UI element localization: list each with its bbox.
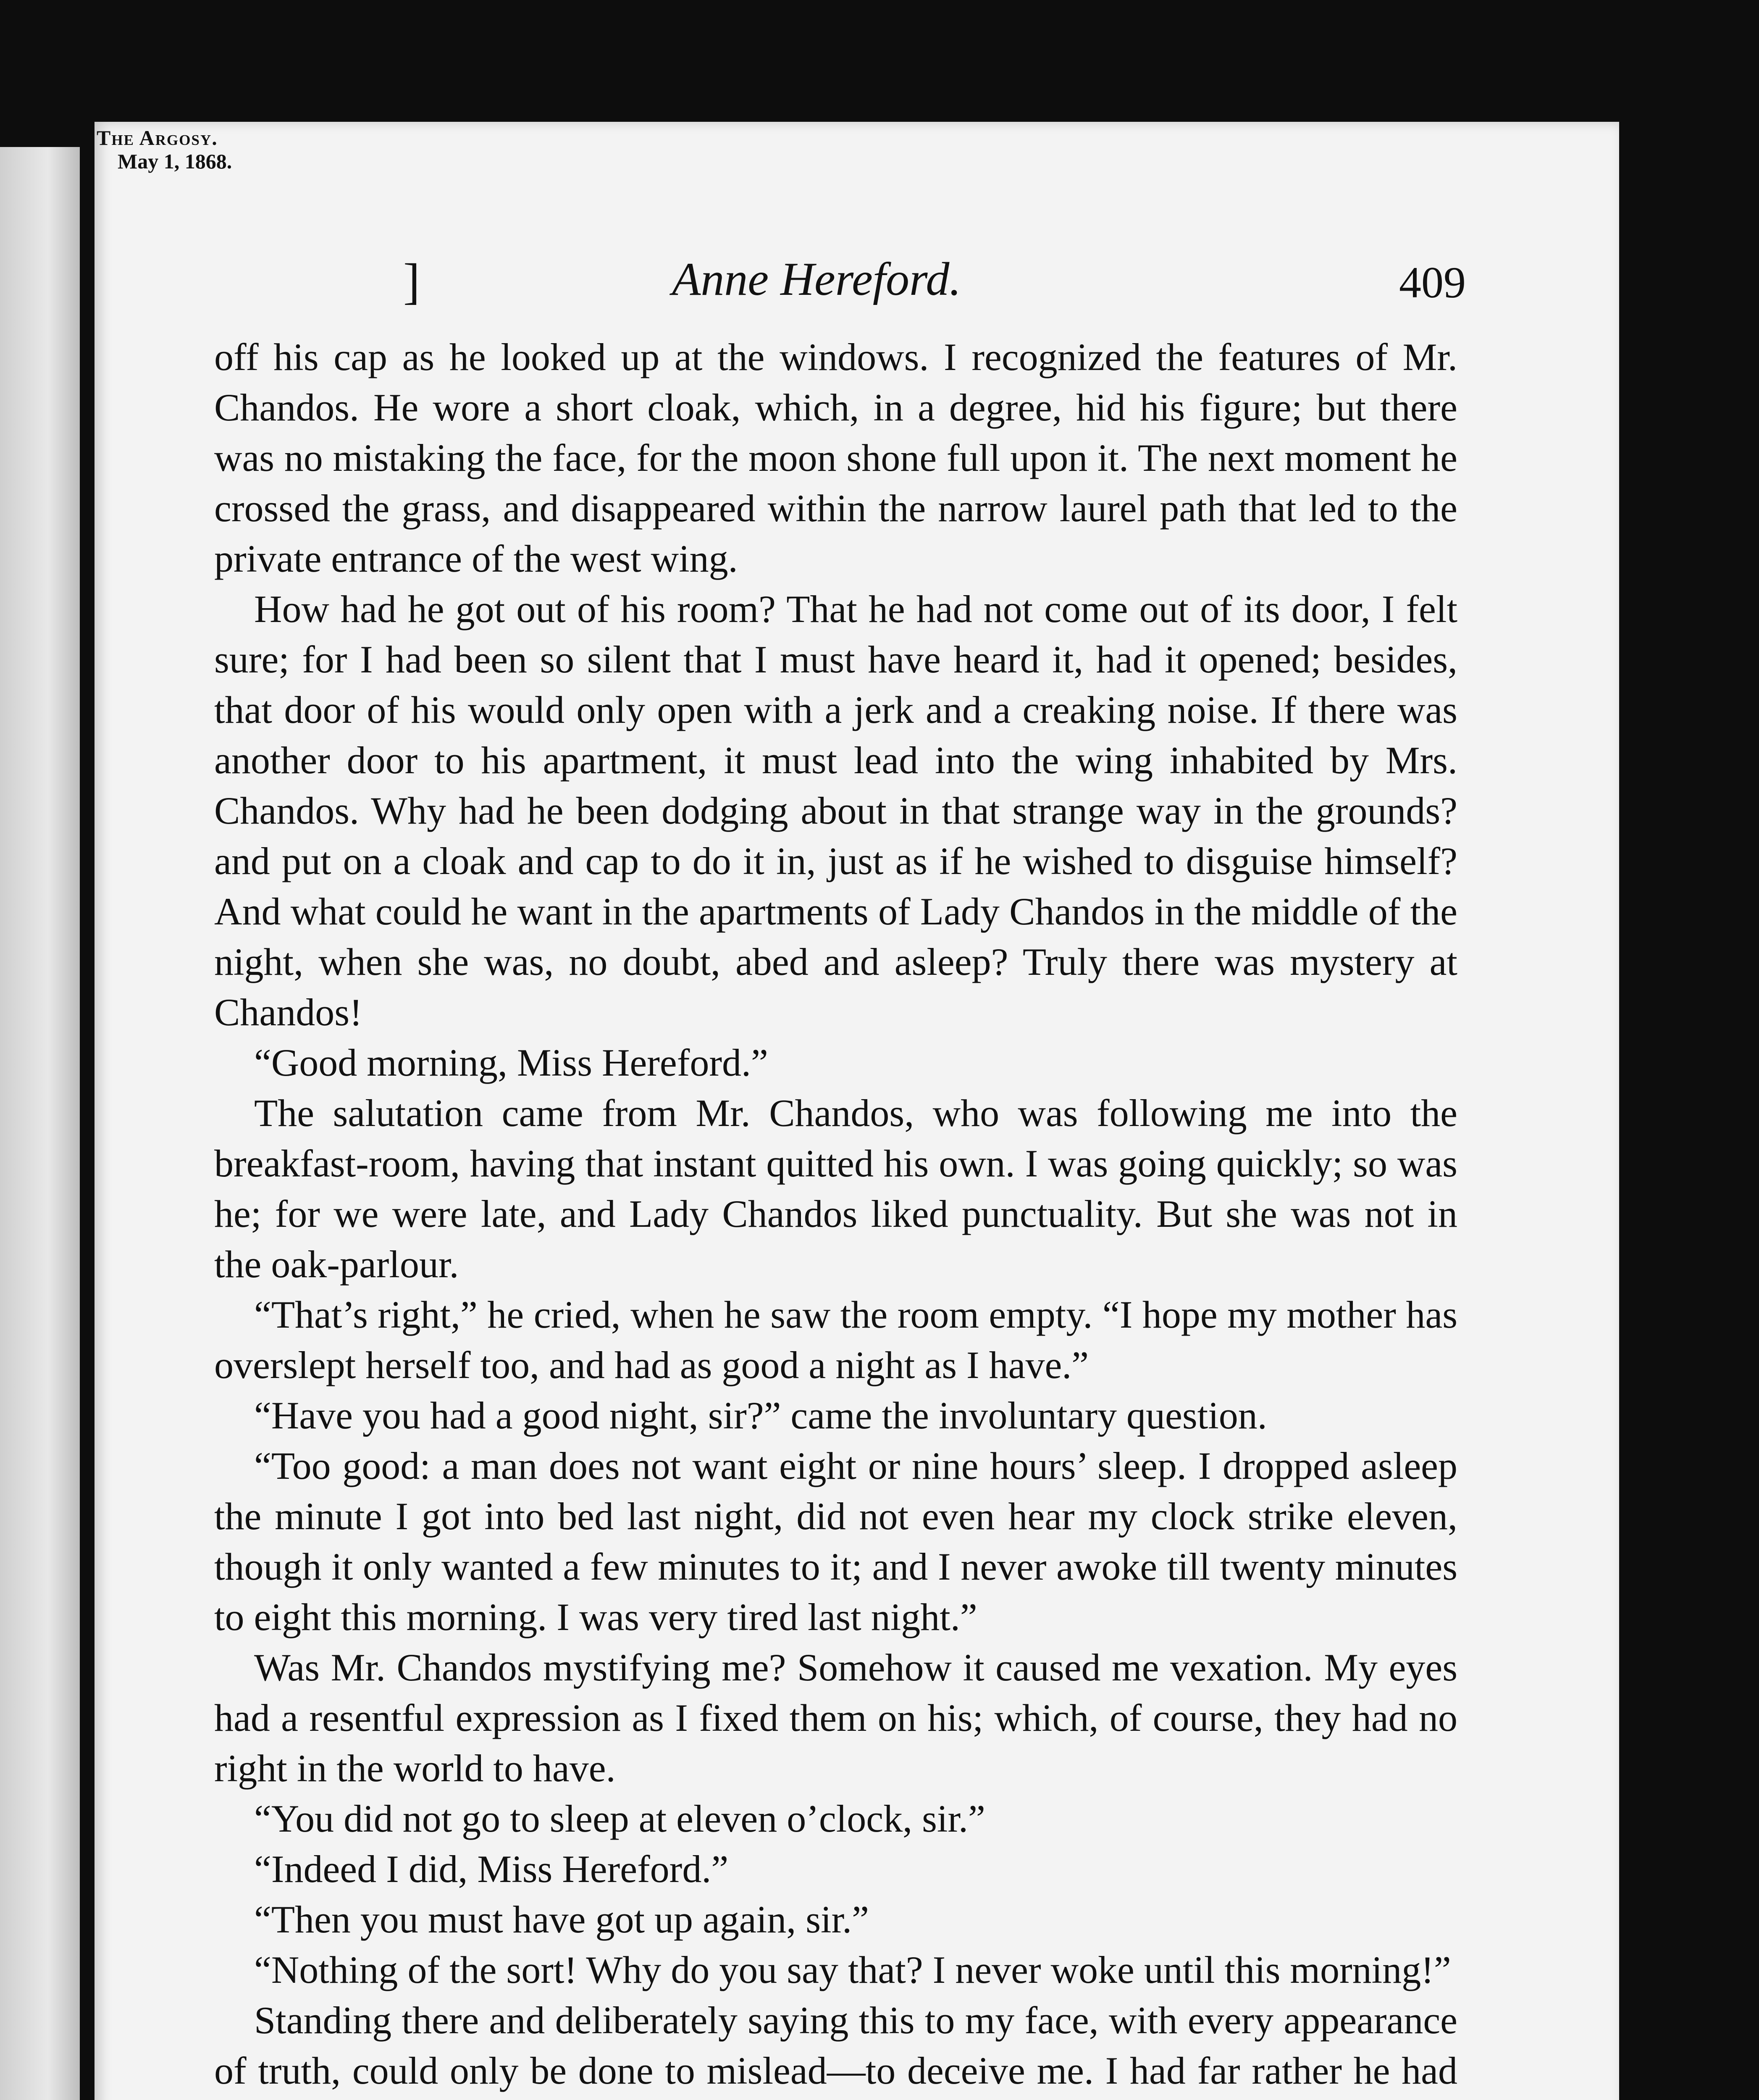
running-head [97,126,315,173]
paragraph: “That’s right,” he cried, when he saw the room empty. “I hope my mother has overslept herself too, and had as good a night as I have.” [214,1293,1457,1386]
previous-page-edge [0,147,80,2100]
paragraph: “Indeed I did, Miss Hereford.” [254,1848,729,1890]
paragraph: “Then you must have got up again, sir.” [254,1898,869,1941]
running-head-date: May 1, 1868. [118,150,232,173]
paragraph: “Too good: a man does not want eight or nine hours’ sleep. I dropped asleep the minute I got into bed last night, did not even hear my clock strike eleven, though it only wanted a few minutes to it; and I never awoke till twenty minutes to eight this morning. I was very tired last night.” [214,1444,1457,1638]
running-head-bracket: ] [403,253,420,309]
page-title: Anne Hereford. [672,253,961,305]
page-number: 409 [1399,258,1466,307]
paragraph: “Have you had a good night, sir?” came the involuntary question. [254,1394,1267,1437]
paragraph: “Good morning, Miss Hereford.” [254,1041,768,1084]
paragraph: off his cap as he looked up at the windows. I recognized the features of Mr. Chandos. He wore a short cloak, which, in a degree, hid his figure; but there was no mistaking the face, for the moon shone full upon it. The next moment he crossed the grass, and disappeared within the narrow laurel path that led to the private entrance of the west wing. [214,336,1457,580]
paragraph: “Nothing of the sort! Why do you say that? I never woke until this morning!” [254,1948,1451,1991]
paragraph: The salutation came from Mr. Chandos, who was following me into the breakfast-room, having that instant quitted his own. I was going quickly; so was he; for we were late, and Lady Chandos liked punctuality. But she was not in the oak-parlour. [214,1092,1457,1286]
body-text [214,332,1457,2100]
paragraph: Was Mr. Chandos mystifying me? Somehow it caused me vexation. My eyes had a resentful expression as I fixed them on his; which, of course, they had no right in the world to have. [214,1646,1457,1790]
paragraph: Standing there and deliberately saying this to my face, with every appearance of truth, could only be done to mislead—to deceive me. I had far rather he had [214,1999,1457,2092]
running-head-journal: The Argosy. [97,126,218,150]
paragraph: How had he got out of his room? That he had not come out of its door, I felt sure; for I had been so silent that I must have heard it, had it opened; besides, that door of his would only open with a jerk and a creaking noise. If there was another door to his apartment, it must lead into the wing inhabited by Mrs. Chandos. Why had he been dodging about in that strange way in the grounds? and put on a cloak and cap to do it in, just as if he wished to disguise himself? And what could he want in the apartments of Lady Chandos in the middle of the night, when she was, no doubt, abed and asleep? Truly there was mystery at Chandos! [214,588,1457,1034]
paragraph: “You did not go to sleep at eleven o’clock, sir.” [254,1797,985,1840]
